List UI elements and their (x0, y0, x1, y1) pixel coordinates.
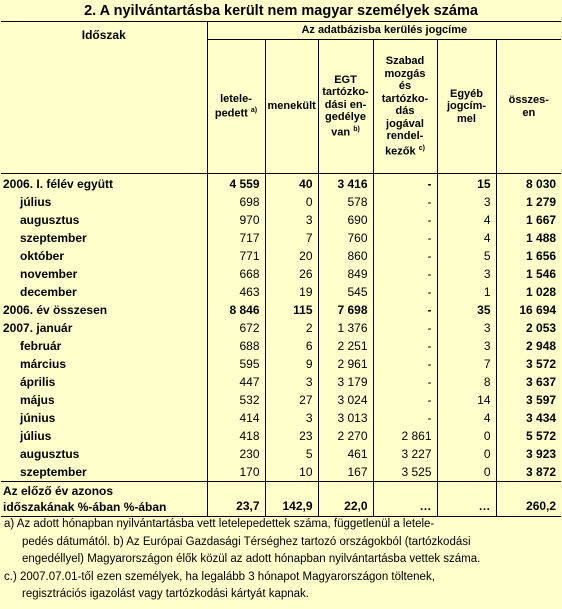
column-header-line: dás (395, 105, 415, 118)
column-header-line: mel (457, 112, 476, 125)
column-header-line: jogcím- (446, 100, 487, 113)
table-cell: 3 872 (496, 463, 561, 482)
table-cell: - (373, 319, 437, 337)
column-header-line: Egyéb (449, 87, 483, 100)
table-cell: 1 488 (496, 229, 561, 247)
row-label: november (20, 267, 78, 281)
table-cell: 2 948 (496, 337, 561, 355)
table-cell: 4 (437, 211, 496, 229)
table-cell: - (373, 265, 437, 283)
table-cell: 115 (265, 301, 318, 319)
table-cell: 2 251 (318, 337, 373, 355)
table-cell: 3 227 (373, 445, 437, 463)
table-cell: 3 637 (496, 373, 561, 391)
row-label: szeptember (20, 465, 87, 479)
table-cell: 1 667 (496, 211, 561, 229)
summary-row (1, 482, 561, 517)
summary-label-line: időszakának %-ában %-ában (3, 500, 167, 514)
footnotes (4, 516, 560, 604)
column-header-line: van (331, 126, 351, 139)
column-header (318, 40, 373, 174)
row-label: február (20, 339, 62, 353)
table-cell: 6 (265, 337, 318, 355)
column-header-line: tartózko- (322, 86, 369, 99)
row-label: augusztus (20, 447, 80, 461)
table-cell: - (373, 301, 437, 319)
table-cell: 849 (318, 265, 373, 283)
column-header-line: mozgás (384, 67, 426, 80)
table-cell: 4 559 (207, 174, 265, 194)
table-row (1, 445, 561, 463)
table-cell: - (373, 211, 437, 229)
table-cell: 1 (437, 283, 496, 301)
table-cell: 23 (265, 427, 318, 445)
table-cell: 40 (265, 174, 318, 194)
table-cell: 578 (318, 193, 373, 211)
table-cell: 2 (265, 319, 318, 337)
table-cell: 7 698 (318, 301, 373, 319)
footnote-line: pedés dátumától. b) Az Európai Gazdasági Térséghez tartozó országokból (tartózkodási (22, 535, 471, 548)
row-label: 2007. január (3, 321, 73, 335)
table-cell: 27 (265, 391, 318, 409)
table-row (1, 319, 561, 337)
table-cell: 3 179 (318, 373, 373, 391)
table-cell: 717 (207, 229, 265, 247)
table-cell: - (373, 409, 437, 427)
table-cell: 595 (207, 355, 265, 373)
table-cell: 3 (265, 373, 318, 391)
table-row (1, 337, 561, 355)
column-header (496, 40, 561, 174)
table-cell: 3 013 (318, 409, 373, 427)
column-header-line: és (398, 80, 412, 93)
table-cell: 771 (207, 247, 265, 265)
table-row (1, 391, 561, 409)
table-cell: 0 (265, 193, 318, 211)
table-cell: 8 030 (496, 174, 561, 194)
table-row (1, 211, 561, 229)
column-header-line: rendel- (386, 130, 424, 143)
column-header (437, 40, 496, 174)
table-row (1, 427, 561, 445)
table-cell: - (373, 174, 437, 194)
row-label: 2006. év összesen (3, 303, 108, 317)
table-cell: 3 416 (318, 174, 373, 194)
table-cell: 2 861 (373, 427, 437, 445)
table-cell: 1 656 (496, 247, 561, 265)
table-cell: 5 572 (496, 427, 561, 445)
table-cell: 3 (437, 193, 496, 211)
column-header-line: en (522, 106, 536, 119)
table-cell: 1 376 (318, 319, 373, 337)
table-cell: 1 028 (496, 283, 561, 301)
table-cell: 3 (437, 337, 496, 355)
table-cell: 760 (318, 229, 373, 247)
table-row (1, 355, 561, 373)
table-row (1, 193, 561, 211)
table-cell: 7 (437, 355, 496, 373)
table-cell: - (373, 193, 437, 211)
column-header-line: dási en- (324, 98, 367, 111)
table-cell: 672 (207, 319, 265, 337)
table-cell: 461 (318, 445, 373, 463)
data-table (1, 0, 561, 517)
table-cell: 668 (207, 265, 265, 283)
table-cell: 2 053 (496, 319, 561, 337)
table-cell: 9 (265, 355, 318, 373)
group-header: Az adatbázisba kerülés jogcíme (207, 22, 561, 40)
table-cell: 26 (265, 265, 318, 283)
row-label: április (20, 375, 56, 389)
table-cell: 3 (265, 409, 318, 427)
table-cell: 14 (437, 391, 496, 409)
table-cell: 4 (437, 229, 496, 247)
table-cell: 3 525 (373, 463, 437, 482)
column-header-line: tartózko- (381, 92, 429, 105)
table-cell: 230 (207, 445, 265, 463)
table-cell: 463 (207, 283, 265, 301)
summary-cell: 23,7 (207, 482, 265, 517)
table-cell: 0 (437, 427, 496, 445)
column-header-line: pedett (214, 107, 248, 120)
column-header-line: EGT (334, 73, 357, 86)
table-cell: 3 (437, 319, 496, 337)
table-row (1, 463, 561, 482)
table-cell: 20 (265, 247, 318, 265)
row-label: szeptember (20, 231, 87, 245)
table-cell: 447 (207, 373, 265, 391)
footnote-marker: c) (418, 144, 425, 152)
table-cell: 970 (207, 211, 265, 229)
summary-label (1, 482, 207, 517)
footnote-line: engedéllyel) Magyarországon élők közül az adott hónapban nyilvántartásba vettek száma. (22, 553, 481, 565)
table-row (1, 283, 561, 301)
table-cell: 3 (265, 211, 318, 229)
column-header (265, 40, 318, 174)
row-label: július (20, 429, 52, 443)
table-cell: 35 (437, 301, 496, 319)
column-header-line: letele- (220, 92, 252, 105)
table-cell: 7 (265, 229, 318, 247)
table-cell: 3 024 (318, 391, 373, 409)
table-cell: - (373, 337, 437, 355)
table-cell: 545 (318, 283, 373, 301)
table-cell: 532 (207, 391, 265, 409)
table-cell: - (373, 283, 437, 301)
row-label: augusztus (20, 213, 80, 227)
table-cell: 8 (437, 373, 496, 391)
table-cell: 860 (318, 247, 373, 265)
table-cell: 0 (437, 445, 496, 463)
table-cell: 4 (437, 409, 496, 427)
footnote-line: regisztrációs igazolást vagy tartózkodási kártyát kapnak. (22, 588, 309, 600)
table-cell: 19 (265, 283, 318, 301)
row-label: december (20, 285, 77, 299)
table-cell: - (373, 391, 437, 409)
table-cell: 5 (265, 445, 318, 463)
table-row (1, 247, 561, 265)
table-title: 2. A nyilvántartásba került nem magyar személyek száma (1, 0, 561, 22)
column-header-line: összes- (508, 94, 549, 106)
table-cell: 1 546 (496, 265, 561, 283)
table-row (1, 373, 561, 391)
table-cell: 688 (207, 337, 265, 355)
summary-cell: 22,0 (318, 482, 373, 517)
row-label: október (20, 249, 65, 263)
table-cell: 2 270 (318, 427, 373, 445)
table-cell: 414 (207, 409, 265, 427)
row-label: május (20, 393, 55, 407)
period-header: Időszak (1, 22, 207, 174)
table-cell: 3 572 (496, 355, 561, 373)
footnote-marker: a) (250, 107, 258, 115)
table-cell: 3 923 (496, 445, 561, 463)
table-cell: - (373, 355, 437, 373)
table-cell: 5 (437, 247, 496, 265)
table-row (1, 229, 561, 247)
table-row (1, 265, 561, 283)
table-cell: - (373, 373, 437, 391)
table-cell: - (373, 247, 437, 265)
table-row (1, 409, 561, 427)
table-cell: 418 (207, 427, 265, 445)
column-header (207, 40, 265, 174)
row-label: június (20, 411, 56, 425)
table-cell: 698 (207, 193, 265, 211)
table-cell: 690 (318, 211, 373, 229)
table-cell: 3 (437, 265, 496, 283)
row-label: július (20, 195, 52, 209)
footnote-line: a) Az adott hónapban nyilvántartásba vett letelepedettek száma, függetlenül a letele- (4, 518, 435, 530)
table-cell: 170 (207, 463, 265, 482)
column-header-line: gedélye (325, 111, 366, 124)
table-cell: - (373, 229, 437, 247)
summary-label-line: Az előző év azonos (3, 484, 114, 498)
row-label: március (20, 357, 67, 371)
column-header-line: Szabad (385, 55, 425, 68)
table-cell: 10 (265, 463, 318, 482)
table-cell: 3 597 (496, 391, 561, 409)
column-header-line: kezők (385, 145, 416, 158)
column-header-line: jogával (386, 117, 424, 130)
table-row (1, 174, 561, 194)
row-label: 2006. I. félév együtt (3, 177, 114, 191)
table-cell: 8 846 (207, 301, 265, 319)
table-cell: 15 (437, 174, 496, 194)
table-cell: 16 694 (496, 301, 561, 319)
summary-cell: 142,9 (265, 482, 318, 517)
table-cell: 167 (318, 463, 373, 482)
table-cell: 2 961 (318, 355, 373, 373)
table-cell: 1 279 (496, 193, 561, 211)
table-row (1, 301, 561, 319)
summary-cell: 260,2 (496, 482, 561, 517)
column-header (373, 40, 437, 174)
footnote-marker: b) (353, 125, 360, 133)
table-cell: 3 434 (496, 409, 561, 427)
column-header-line: menekült (267, 100, 316, 113)
summary-cell: … (437, 482, 496, 517)
summary-cell: … (373, 482, 437, 517)
footnote-line: c.) 2007.07.01-től ezen személyek, ha legalább 3 hónapot Magyarországon töltenek, (4, 570, 435, 583)
table-cell: 0 (437, 463, 496, 482)
